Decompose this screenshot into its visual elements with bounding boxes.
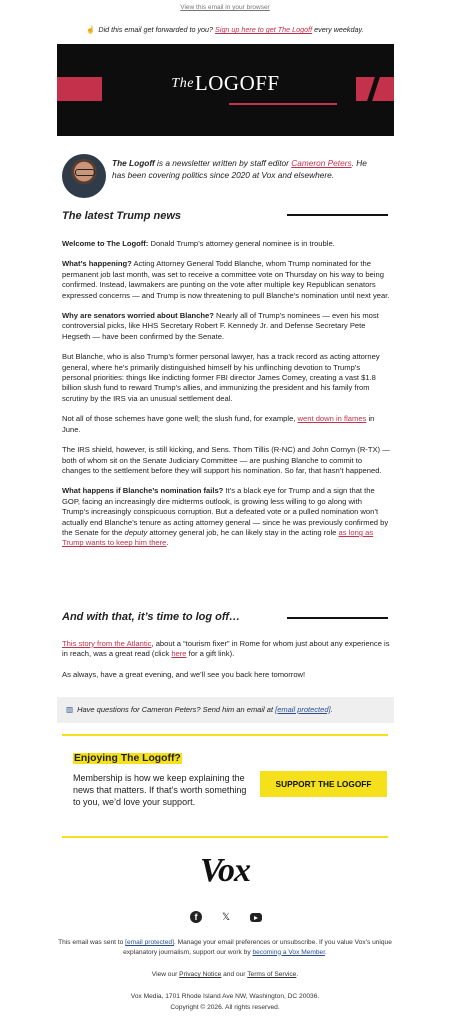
paragraph bbox=[62, 259, 390, 301]
forward-text: Did this email get forwarded to you? bbox=[98, 25, 216, 34]
logo-underline bbox=[229, 103, 337, 105]
notice-text: Have questions for Cameron Peters? Send him an email at bbox=[77, 705, 276, 714]
author-email-link[interactable]: [email protected] bbox=[275, 705, 331, 714]
recipient-email-link[interactable]: [email protected] bbox=[125, 939, 174, 946]
keep-him-link[interactable]: as long as Trump wants to keep him there bbox=[62, 527, 374, 548]
footer-text: . bbox=[325, 948, 327, 956]
subhead: Why are senators worried about Blanche? bbox=[62, 311, 214, 321]
pointing-hand-icon: ☝ bbox=[86, 25, 96, 34]
facebook-icon[interactable]: f bbox=[190, 911, 202, 923]
privacy-link[interactable]: Privacy Notice bbox=[179, 971, 222, 978]
promo-rule-bottom bbox=[62, 836, 388, 838]
paragraph: But Blanche, who is also Trump’s former personal lawyer, has a track record as acting attorney general, where he’s primarily distinguished himself by his unflinching devotion to Trump’s personal priorities: things like indicting former FBI director James Comey, creating a vast $1.8 billion slush fund to reward Trump’s allies, and immunizing the president and his family from scrutiny by the IRS via an unusual settlement deal. bbox=[62, 352, 380, 403]
questions-notice bbox=[57, 697, 394, 723]
newsletter-banner bbox=[57, 44, 394, 136]
subhead: What happens if Blanche’s nomination fails? bbox=[62, 486, 224, 496]
logo-main: LOGOFF bbox=[194, 71, 280, 95]
article-body bbox=[62, 239, 390, 559]
social-links bbox=[190, 911, 262, 923]
author-link[interactable]: Cameron Peters bbox=[291, 158, 352, 168]
youtube-icon[interactable] bbox=[250, 913, 262, 922]
intro-text-2: . He has been covering politics since 2020 at Vox and elsewhere. bbox=[112, 158, 367, 180]
promo-rule-top bbox=[62, 734, 388, 736]
closing-body bbox=[62, 639, 390, 690]
italic-text: deputy bbox=[124, 527, 148, 537]
footer-text: This email was sent to bbox=[58, 939, 126, 946]
intro-text bbox=[112, 158, 382, 181]
logo-the: The bbox=[171, 76, 194, 91]
footer-notice bbox=[55, 938, 395, 957]
paragraph bbox=[62, 639, 390, 660]
paragraph-text: Not all of those schemes have gone well; the slush fund, for example, bbox=[62, 414, 298, 424]
section-title-trump-news: The latest Trump news bbox=[62, 210, 181, 222]
paragraph: As always, have a great evening, and we’ll see you back here tomorrow! bbox=[62, 669, 306, 679]
x-icon[interactable]: 𝕏 bbox=[221, 911, 231, 923]
gift-link[interactable]: here bbox=[171, 649, 187, 659]
section-rule bbox=[287, 214, 388, 216]
paragraph-text: It’s a black eye for Trump and a sign that the GOP, facing an increasingly dire midterms outlook, is growing less willing to go along with Trump’s increasingly conspicuous corruption. But a defeated vote or a pulled nomination won’t actually end Blanche’s tenure as acting attorney general — since he was previously confirmed by the Senate for the bbox=[62, 486, 389, 537]
terms-link[interactable]: Terms of Service bbox=[247, 971, 297, 978]
paragraph-text: Nearly all of Trump’s nominees — even his most controversial picks, like HHS Secretary Robert F. Kennedy Jr. and Defense Secretary Pete Hegseth — have been confirmed by the Senate. bbox=[62, 311, 379, 341]
view-in-browser-link[interactable]: View this email in your browser bbox=[180, 4, 270, 11]
paragraph-text: attorney general job, he can likely stay in the acting role bbox=[147, 527, 339, 537]
paragraph-text: for a gift link). bbox=[186, 649, 235, 659]
support-button[interactable]: SUPPORT THE LOGOFF bbox=[260, 771, 387, 797]
paragraph: The IRS shield, however, is still kicking, and Sens. Thom Tillis (R-NC) and John Cornyn (R-TX) — both of whom sit on the Senate Judiciary Committee — are pushing Blanche to commit to changes to the settlement before they will support his nomination. So far, that hasn’t happened. bbox=[62, 445, 390, 475]
atlantic-story-link[interactable]: This story from the Atlantic bbox=[62, 639, 152, 648]
paragraph-text: Acting Attorney General Todd Blanche, whom Trump nominated for the permanent job last month, was set to receive a committee vote on Thursday on his way to being confirmed. Instead, lawmakers are punting on the vote after multiple key Republican senators expressed concerns — and Trump is now threatening to pull Blanche’s nomination until next year. bbox=[62, 259, 390, 300]
lead-bold: Welcome to The Logoff: bbox=[62, 239, 149, 248]
logoff-logo bbox=[57, 71, 394, 96]
flames-link[interactable]: went down in flames bbox=[297, 414, 367, 424]
paragraph bbox=[62, 486, 390, 548]
vox-logo[interactable]: Vox bbox=[200, 852, 250, 889]
paragraph-text: . bbox=[166, 538, 169, 548]
promo-title: Enjoying The Logoff? bbox=[74, 753, 181, 764]
footer-text: . bbox=[296, 971, 299, 978]
lead-text: Donald Trump’s attorney general nominee is in trouble. bbox=[148, 239, 335, 248]
footer-text: View our bbox=[151, 971, 180, 978]
membership-link[interactable]: becoming a Vox Member bbox=[252, 948, 326, 956]
footer-address: Vox Media, 1701 Rhode Island Ave NW, Washington, DC 20036. bbox=[130, 993, 320, 1000]
book-icon: ▥ bbox=[66, 705, 74, 714]
footer-text: and our bbox=[221, 971, 248, 978]
author-avatar bbox=[62, 154, 106, 198]
intro-brand: The Logoff bbox=[112, 158, 155, 168]
paragraph bbox=[62, 239, 390, 249]
paragraph-text: , about a “tourism fixer” in Rome for whom just about any experience is in reach, was a great read (click bbox=[62, 639, 390, 659]
subhead: What’s happening? bbox=[62, 259, 132, 269]
signup-link[interactable]: Sign up here to get The Logoff bbox=[215, 25, 313, 34]
section-title-log-off: And with that, it’s time to log off… bbox=[62, 611, 241, 623]
view-in-browser bbox=[0, 0, 450, 11]
paragraph bbox=[62, 414, 390, 435]
notice-end: . bbox=[330, 705, 333, 714]
intro-text-1: is a newsletter written by staff editor bbox=[154, 158, 292, 168]
footer-policies bbox=[55, 970, 395, 980]
promo-text: Membership is how we keep explaining the news that matters. If that’s worth something to you, we’d love your support. bbox=[73, 773, 247, 807]
forward-notice bbox=[0, 25, 450, 34]
forward-text-end: every weekday. bbox=[312, 25, 364, 34]
avatar-glasses bbox=[75, 169, 95, 176]
play-triangle bbox=[254, 916, 258, 920]
footer-text: . Manage your email preferences or unsubscribe. If you value Vox’s unique explanatory journalism, support our work by bbox=[123, 939, 392, 956]
footer-copyright: Copyright © 2026. All rights reserved. bbox=[170, 1004, 280, 1011]
section-rule bbox=[287, 617, 388, 619]
paragraph-text: in June. bbox=[62, 414, 375, 434]
paragraph bbox=[62, 311, 390, 342]
